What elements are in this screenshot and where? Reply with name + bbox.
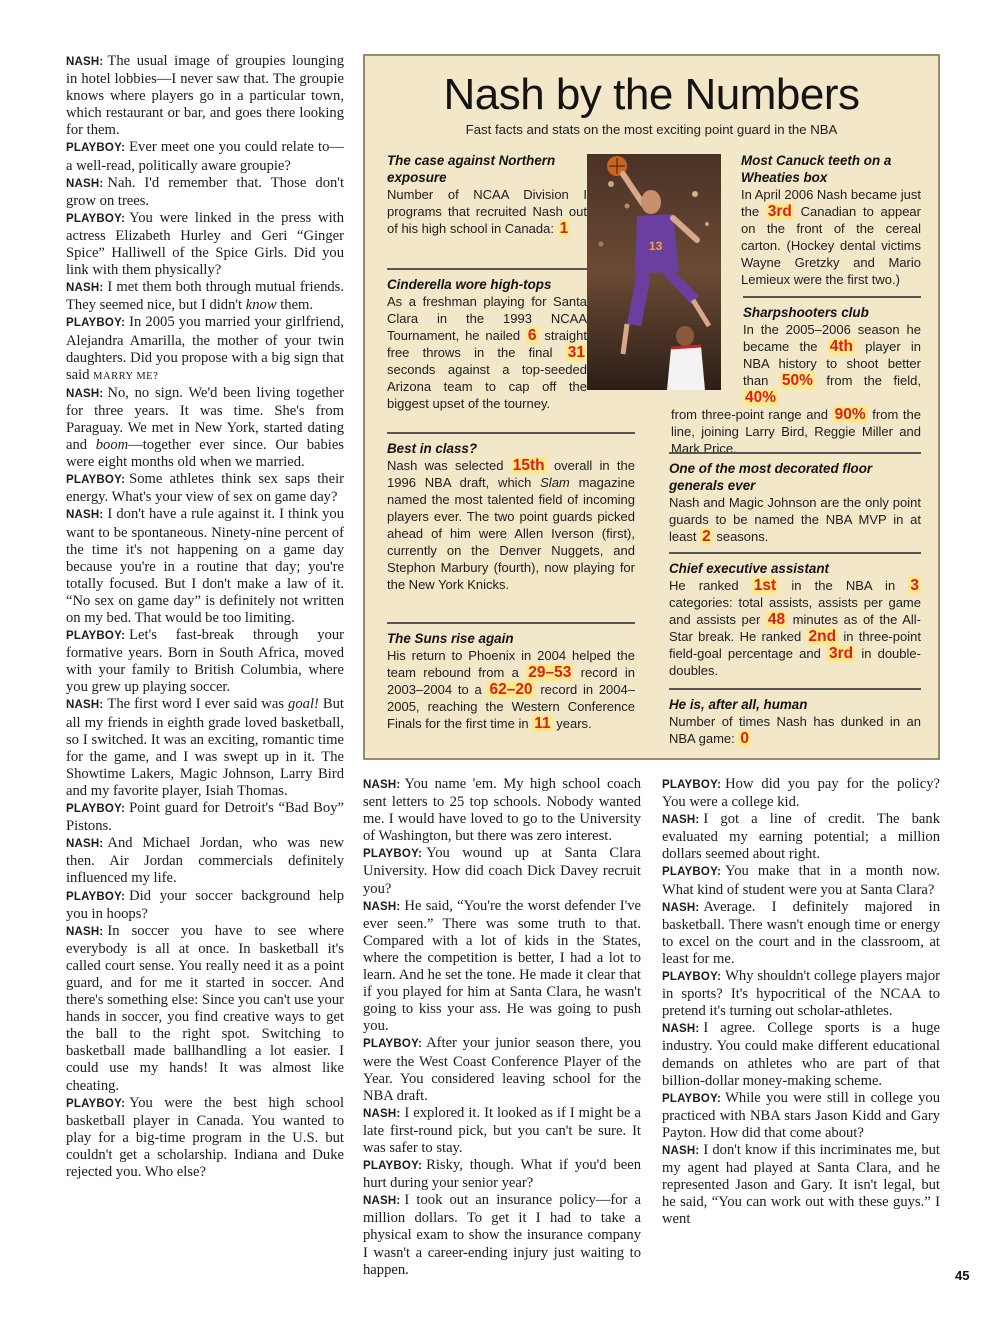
answer: NASH: He said, “You're the worst defender I've ever seen.” There was some truth to that. Compared with a lot of kids in the States, where the competition is better, I had a lot to learn. And he set the tone. He made it clear that if you played for him at Santa Clara, he wasn't going to kiss your ass. He was going to push you. <box>363 897 641 1035</box>
answer: NASH: In soccer you have to see where everybody is all at once. In basketball it's called court sense. You really need it as a point guard, and for me it started in soccer. And there's something else: Since you can't use your hands in soccer, you find creative ways to get the ball to the right spot. Switching to basketball made ballhandling a lot easier. I could use my hands! It was almost like cheating. <box>66 922 345 1094</box>
answer: NASH: I explored it. It looked as if I might be a late first-round pick, but you can't be sure. It was safer to stay. <box>363 1104 641 1156</box>
answer: NASH: The usual image of groupies lounging in hotel lobbies—I never saw that. The groupie knows where players go in a particular town, which restaurant or bar, and goes there looking for them. <box>66 53 344 139</box>
answer: NASH: No, no sign. We'd been living together for three years. It was time. She's from Paraguay. We met in New York, started dating and boom—together ever since. Our babies were eight months old when we married. <box>66 384 344 471</box>
fact-decorated-floor-generals: One of the most decorated floor generals ever Nash and Magic Johnson are the only point guards to be named the NBA MVP in at least 2 seasons. <box>669 452 921 545</box>
answer: NASH: Average. I definitely majored in basketball. There wasn't enough time or energy to excel on the court and in the classroom, at least for me. <box>662 898 940 967</box>
fact-chief-executive-assistant: Chief executive assistant He ranked 1st in the NBA in 3 categories: total assists, assists per game and assists per 48 minutes as of the All-Star break. He ranked 2nd in three-point field-goal percentage and 3rd in double-doubles. <box>669 552 921 679</box>
fact-best-in-class: Best in class? Nash was selected 15th overall in the 1996 NBA draft, which Slam magazine named the most talented field of incoming players ever. The two point guards picked ahead of him were Allen Iverson (first), currently on the Denver Nuggets, and Stephon Marbury (fourth), now playing for the New York Knicks. <box>387 432 635 593</box>
question: PLAYBOY: Let's fast-break through your formative years. Born in South Africa, moved with your family to British Columbia, where you grew up playing soccer. <box>66 627 344 696</box>
question: PLAYBOY: In 2005 you married your girlfriend, Alejandra Amarilla, the mother of your twin daughters. Did you propose with a big sign that said MARRY ME? <box>66 314 344 383</box>
question: PLAYBOY: Ever meet one you could relate to—a well-read, politically aware groupie? <box>66 139 344 174</box>
numbers-sidebar <box>363 54 940 760</box>
page-number: 45 <box>955 1268 970 1283</box>
answer: NASH: And Michael Jordan, who was new then. Air Jordan commercials definitely influenced my life. <box>66 835 344 887</box>
answer: NASH: I took out an insurance policy—for a million dollars. To get it I had to take a physical exam to show the insurance company I wasn't a career-ending injury just waiting to happen. <box>363 1192 641 1278</box>
jersey-number: 13 <box>649 239 663 253</box>
sidebar-subtitle: Fast facts and stats on the most exciting point guard in the NBA <box>465 122 838 137</box>
fact-human: He is, after all, human Number of times Nash has dunked in an NBA game: 0 <box>669 688 921 747</box>
question: PLAYBOY: Did your soccer background help you in hoops? <box>66 887 344 922</box>
interview-column-2 <box>363 776 641 1279</box>
fact-suns-rise: The Suns rise again His return to Phoenix in 2004 helped the team rebound from a 29–53 record in 2003–2004 to a 62–20 record in 2004–2005, reaching the Western Conference Finals for the first time in 11 years. <box>387 622 635 732</box>
sidebar-title: Nash by the Numbers <box>443 70 860 119</box>
answer: NASH: I met them both through mutual friends. They seemed nice, but I didn't know them. <box>66 279 344 314</box>
question: PLAYBOY: You were linked in the press with actress Elizabeth Hurley and Geri “Ginger Spice” Halliwell of the Spice Girls. Did you link with them physically? <box>66 209 344 279</box>
question: PLAYBOY: While you were still in college you practiced with NBA stars Jason Kidd and Gary Payton. How did that come about? <box>662 1089 940 1141</box>
fact-northern-exposure: The case against Northern exposure Number of NCAA Division I programs that recruited Nash out of his high school in Canada: 1 <box>387 153 587 237</box>
question: PLAYBOY: You wound up at Santa Clara University. How did coach Dick Davey recruit you? <box>363 845 641 897</box>
question: PLAYBOY: Why shouldn't college players major in sports? It's hypocritical of the NCAA to pretend it's turning out scholar-athletes. <box>662 968 940 1020</box>
question: PLAYBOY: Risky, though. What if you'd been hurt during your senior year? <box>363 1157 641 1192</box>
fact-rule: Sharpshooters club <box>743 296 921 321</box>
fact-sharpshooters: Sharpshooters club In the 2005–2006 season he became the 4th player in NBA history to shoot better than 50% from the field, 40% from three-point range and 90% from the line, joining Larry Bird, Reggie Miller and Mark Price. <box>671 296 921 457</box>
answer: NASH: I got a line of credit. The bank evaluated my earning potential; a million dollars seemed about right. <box>662 811 940 863</box>
question: PLAYBOY: How did you pay for the policy? You were a college kid. <box>662 776 940 811</box>
interview-column-3 <box>662 776 940 1228</box>
fact-wheaties-box: Most Canuck teeth on a Wheaties box In April 2006 Nash became just the 3rd Canadian to appear on the front of the cereal carton. (Hockey dental victims Wayne Gretzky and Mario Lemieux were the first two.) <box>741 153 921 287</box>
answer: NASH: I don't know if this incriminates me, but my agent had played at Santa Clara, and he represented Jason and Gary. It isn't legal, but he said, “You can work out with these guys.” I went <box>662 1141 940 1228</box>
interview-column-1 <box>66 53 344 1181</box>
answer: NASH: I don't have a rule against it. I think you want to be spontaneous. Ninety-nine percent of the time it's not happening on a game day because you're in a routine that day; you're totally focused. But I don't make a law of it. “No sex on game day” is definitely not written on my bed. That would be too limiting. <box>66 506 344 626</box>
question: PLAYBOY: Some athletes think sex saps their energy. What's your view of sex on game day? <box>66 471 344 506</box>
question: PLAYBOY: Point guard for Detroit's “Bad Boy” Pistons. <box>66 800 344 835</box>
answer: NASH: I agree. College sports is a huge industry. You could make different educational demands on athletes who are part of that billion-dollar money-making scheme. <box>662 1020 940 1089</box>
answer: NASH: Nah. I'd remember that. Those don't grow on trees. <box>66 174 344 209</box>
question: PLAYBOY: You were the best high school basketball player in Canada. You wanted to play for a big-time program in the U.S. but couldn't get a scholarship. Indiana and Duke rejected you. Who else? <box>66 1094 344 1180</box>
answer: NASH: You name 'em. My high school coach sent letters to 25 top schools. Nobody wanted me. I would have loved to go to the University of Washington, but there was zero interest. <box>363 776 641 845</box>
fact-cinderella: Cinderella wore high-tops As a freshman playing for Santa Clara in the 1993 NCAA Tournament, he nailed 6 straight free throws in the final 31 seconds against a top-seeded Arizona team to cap off the biggest upset of the tourney. <box>387 268 587 412</box>
question: PLAYBOY: You make that in a month now. What kind of student were you at Santa Clara? <box>662 863 940 898</box>
question: PLAYBOY: After your junior season there, you were the West Coast Conference Player of the Year. You considered leaving school for the NBA draft. <box>363 1035 641 1104</box>
answer: NASH: The first word I ever said was goal! But all my friends in eighth grade loved basketball, so I switched. It was an exciting, romantic time for the game, and I was swept up in it. The Showtime Lakers, Magic Johnson, Larry Bird and my favorite player, Isiah Thomas. <box>66 696 344 799</box>
